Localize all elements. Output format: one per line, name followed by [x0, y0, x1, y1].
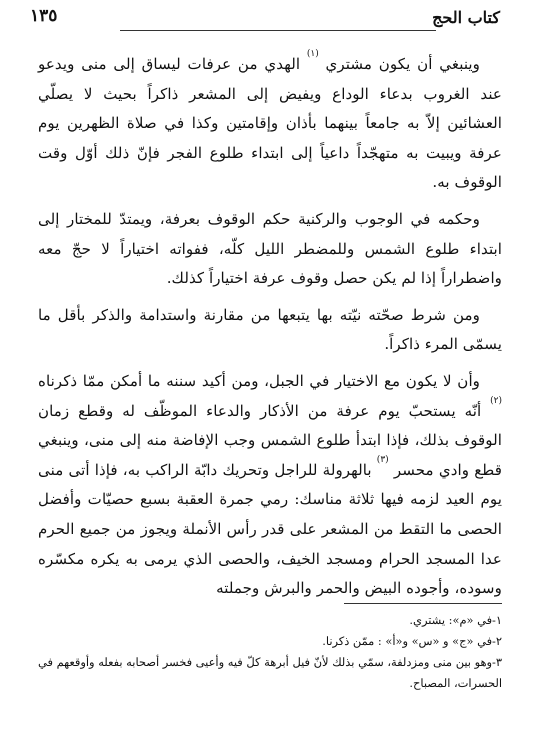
main-text: [38, 50, 502, 611]
paragraph-text: أنّه يستحبّ يوم عرفة من الأذكار والدعاء الموظّف له وقطع زمان الوقوف بذلك، فإذا ابتدأ طلوع الشمس وجب الإفاضة منه إلى منى، وينبغي قطع وادي محسر: [38, 401, 502, 479]
footnote: ٢-في «ج» و «س» و«أ» : ممّن ذكرنا.: [322, 634, 502, 648]
paragraph: ومن شرط صحّته نيّته بها يتبعها من مقارنة واستدامة والذكر بأقل ما يسمّى المرء ذاكراً.: [38, 305, 502, 354]
header-rule: [120, 30, 436, 31]
paragraph-text: الهدي من عرفات ليساق إلى منى ويدعو عند الغروب بدعاء الوداع ويفيض إلى المشعر ذاكراً بحيث لا يصلّي العشائين إلاّ به جامعاً بينهما بأذان وإقامتين وكذا في صلاة الظهرين يوم عرفة ويبيت به متهجّداً داعياً إلى ابتداء طلوع الفجر فإنّ ذلك أوّل وقت الوقوف به.: [38, 55, 502, 192]
footnote-marker: (٢): [490, 395, 502, 406]
paragraph-text: وينبغي أن يكون مشتري: [318, 55, 480, 73]
page-number: ١٣٥: [30, 6, 58, 26]
paragraph: وحكمه في الوجوب والركنية حكم الوقوف بعرفة، ويمتدّ للمختار إلى ابتداء طلوع الشمس وللمضطر الليل كلّه، ففواته اختياراً لا حجّ معه واضطراراً إذا لم يكن حصل وقوف عرفة اختياراً كذلك.: [38, 209, 502, 288]
footnote-marker: (٣): [376, 454, 389, 465]
running-header-title: كتاب الحج: [432, 8, 500, 27]
footnotes: [38, 610, 502, 694]
paragraph-text: وأن لا يكون مع الاختيار في الجبل، ومن أكيد سننه ما أمكن ممّا ذكرناه: [38, 371, 480, 390]
footnote-separator: [344, 603, 502, 604]
footnote: ٣-وهو بين منى ومزدلفة، سمّي بذلك لأنّ فيل أبرهة كلّ فيه وأعيى فخسر أصحابه بفعله وأوقعهم في الحسرات، المصباح.: [38, 655, 502, 690]
footnote-marker: (١): [306, 49, 319, 59]
paragraph-text: بالهرولة للراجل وتحريك دابّة الراكب به، فإذا أتى منى يوم العيد لزمه فيها ثلاثة مناسك: رمي جمرة العقبة بسبع حصيّات وأفضل الحصى ما التقط من المشعر على قدر رأس الأنملة ويجوز من جميع الحرم عدا المسجد الحرام ومسجد الخيف، والحصى الذي يرمى به يكره مكسّره وسوده، وأجوده البيض والحمر والبرش وجملته: [38, 460, 502, 598]
paragraph: [38, 367, 502, 604]
paragraph: [38, 50, 502, 198]
footnote: ١-في «م»: يشتري.: [409, 613, 502, 627]
